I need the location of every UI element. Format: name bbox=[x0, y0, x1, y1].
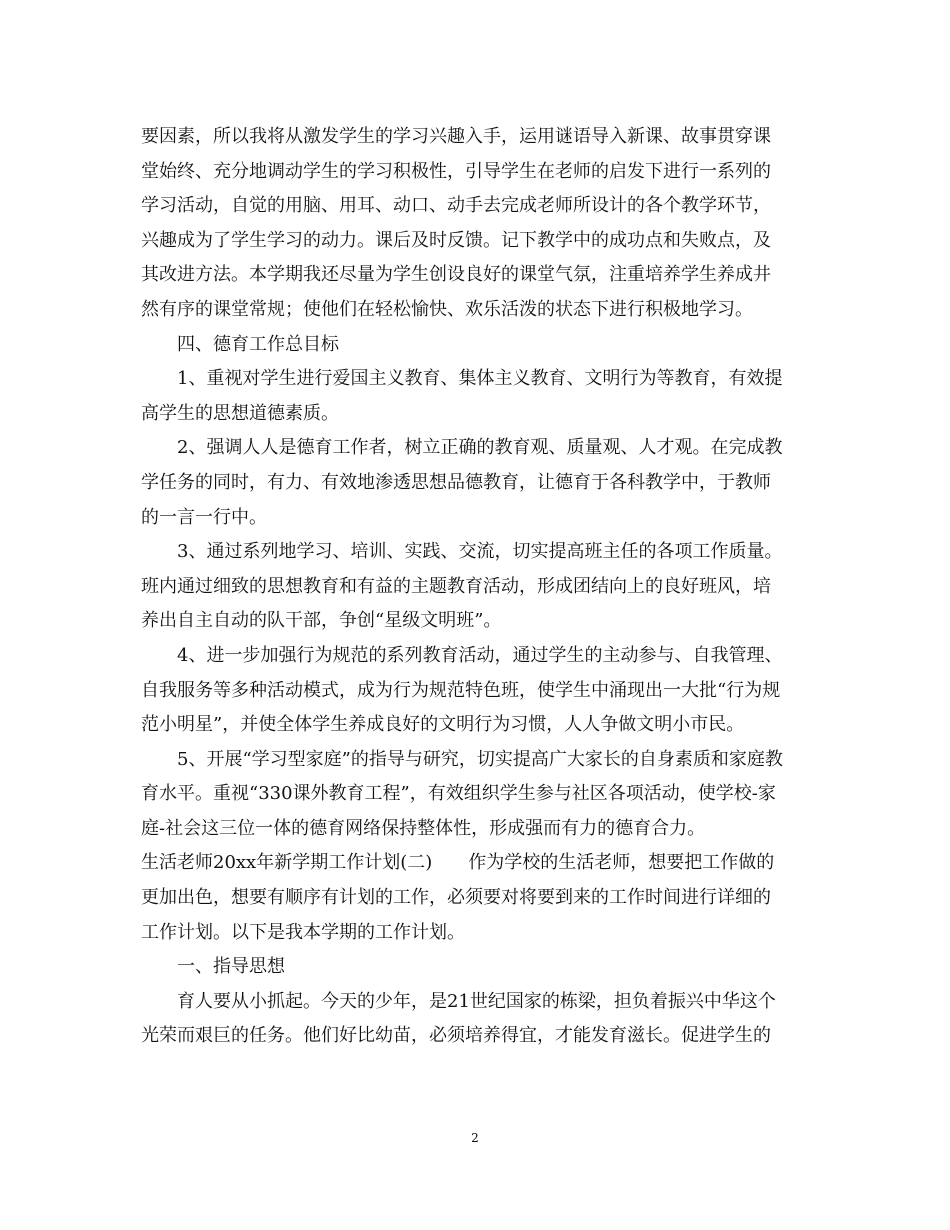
text-line: 范小明星”，并使全体学生养成良好的文明行为习惯，人人争做文明小市民。 bbox=[141, 714, 745, 736]
text-line: 5、开展“学习型家庭”的指导与研究，切实提高广大家长的自身素质和家庭教 bbox=[177, 748, 783, 770]
text-line: 班内通过细致的思想教育和有益的主题教育活动，形成团结向上的良好班风，培 bbox=[141, 575, 771, 597]
text-line: 堂始终、充分地调动学生的学习积极性，引导学生在老师的启发下进行一系列的 bbox=[141, 160, 771, 182]
text-line: 3、通过系列地学习、培训、实践、交流，切实提高班主任的各项工作质量。 bbox=[177, 541, 783, 563]
text-line: 庭-社会这三位一体的德育网络保持整体性，形成强而有力的德育合力。 bbox=[141, 817, 706, 839]
text-line: 其改进方法。本学期我还尽量为学生创设良好的课堂气氛，注重培养学生养成井 bbox=[141, 264, 771, 286]
text-line: 然有序的课堂常规；使他们在轻松愉快、欢乐活泼的状态下进行积极地学习。 bbox=[141, 298, 753, 320]
document-body bbox=[141, 120, 811, 1054]
text-line: 兴趣成为了学生学习的动力。课后及时反馈。记下教学中的成功点和失败点，及 bbox=[141, 229, 771, 251]
text-line: 2、强调人人是德育工作者，树立正确的教育观、质量观、人才观。在完成教 bbox=[177, 437, 783, 459]
text-line: 的一言一行中。 bbox=[141, 506, 267, 528]
text-line: 要因素，所以我将从激发学生的学习兴趣入手，运用谜语导入新课、故事贯穿课 bbox=[141, 126, 771, 147]
text-line: 四、德育工作总目标 bbox=[177, 333, 339, 355]
text-line: 工作计划。以下是我本学期的工作计划。 bbox=[141, 921, 465, 943]
text-line: 学习活动，自觉的用脑、用耳、动口、动手去完成老师所设计的各个教学环节， bbox=[141, 195, 771, 217]
text-line: 高学生的思想道德素质。 bbox=[141, 402, 339, 424]
text-line: 1、重视对学生进行爱国主义教育、集体主义教育、文明行为等教育，有效提 bbox=[177, 368, 783, 390]
text-line: 学任务的同时，有力、有效地渗透思想品德教育，让德育于各科教学中，于教师 bbox=[141, 471, 771, 493]
text-line: 自我服务等多种活动模式，成为行为规范特色班，使学生中涌现出一大批“行为规 bbox=[141, 679, 781, 701]
text-line: 4、进一步加强行为规范的系列教育活动，通过学生的主动参与、自我管理、 bbox=[177, 644, 783, 666]
text-line: 光荣而艰巨的任务。他们好比幼苗，必须培养得宜，才能发育滋长。促进学生的 bbox=[141, 1025, 771, 1047]
text-line: 养出自主自动的队干部，争创“星级文明班”。 bbox=[141, 610, 502, 632]
text-line: 一、指导思想 bbox=[177, 956, 285, 978]
text-line: 育人要从小抓起。今天的少年，是21世纪国家的栋梁，担负着振兴中华这个 bbox=[177, 990, 776, 1012]
text-line: 生活老师20xx年新学期工作计划(二) 作为学校的生活老师，想要把工作做的 bbox=[141, 852, 775, 874]
text-line: 育水平。重视“330课外教育工程”，有效组织学生参与社区各项活动，使学校-家 bbox=[141, 783, 776, 805]
text-line: 更加出色，想要有顺序有计划的工作，必须要对将要到来的工作时间进行详细的 bbox=[141, 887, 771, 909]
page-number: 2 bbox=[471, 1131, 479, 1145]
